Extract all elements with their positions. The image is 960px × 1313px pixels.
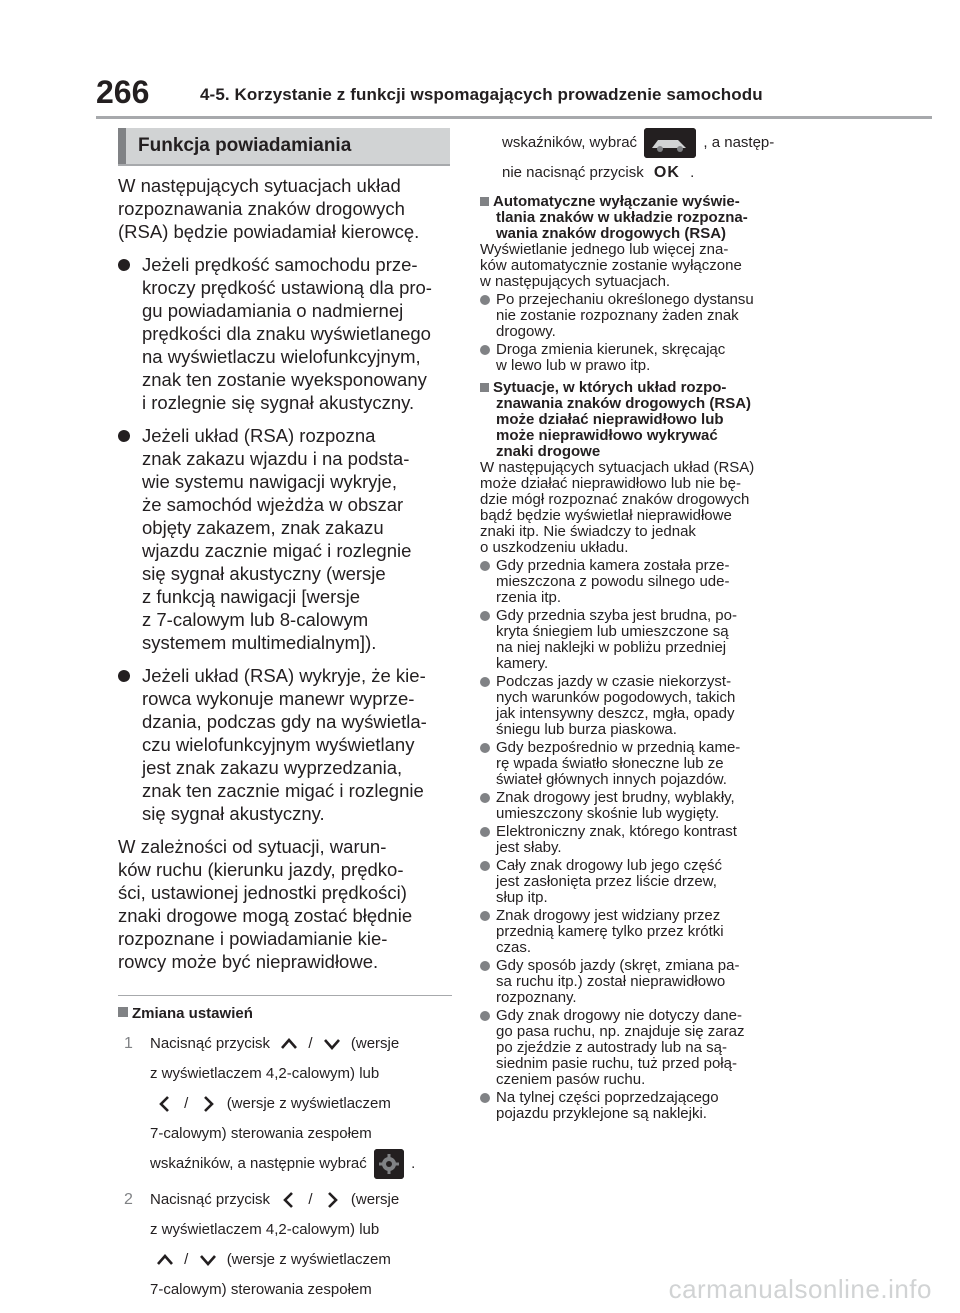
- text-line: objęty zakazem, znak zakazu: [142, 517, 384, 538]
- text-line: z funkcją nawigacji [wersje: [142, 586, 360, 607]
- heading-line: Sytuacje, w których układ rozpo-: [493, 379, 727, 397]
- step-text: (wersje: [350, 1191, 400, 1209]
- list-item: [480, 740, 810, 788]
- auto-off-text: [480, 242, 810, 290]
- text-line: systemem multimedialnym]).: [142, 632, 377, 653]
- text-line: ków ruchu (kierunku jazdy, prędko-: [118, 859, 404, 880]
- text-line: Gdy sposób jazdy (skręt, zmiana pa-: [496, 957, 740, 975]
- text-line: kroczy prędkość ustawioną dla pro-: [142, 277, 432, 298]
- step-1: [118, 1029, 454, 1179]
- step-text: .: [411, 1155, 416, 1172]
- text-line: W zależności od sytuacji, warun-: [118, 836, 387, 857]
- bullet-dot-icon: [480, 743, 490, 753]
- text-line: W następujących sytuacjach układ: [118, 175, 401, 196]
- text-line: jak intensywny deszcz, mgła, opady: [496, 705, 735, 723]
- text-line: Cały znak drogowy lub jego część: [496, 857, 722, 875]
- text-line: rowca wykonuje manewr wyprze-: [142, 688, 415, 709]
- text-line: że samochód wjeżdża w obszar: [142, 494, 404, 515]
- right-column: [480, 128, 810, 1122]
- bullet-dot-icon: [118, 430, 130, 442]
- heading-line: wania znaków drogowych (RSA): [496, 225, 727, 243]
- step-slash: /: [184, 1095, 189, 1112]
- chevron-left-icon: [280, 1191, 298, 1209]
- step-text: Nacisnąć przycisk: [150, 1035, 271, 1052]
- text-line: słup itp.: [496, 889, 548, 907]
- text-line: sa ruchu itp.) został nieprawidłowo: [496, 973, 726, 991]
- section-title: Funkcja powiadamiania: [118, 128, 450, 164]
- heading-line: może działać nieprawidłowo lub: [496, 411, 724, 429]
- page-number: 266: [96, 74, 150, 110]
- text-line: Na tylnej części poprzedzającego: [496, 1089, 719, 1107]
- text-line: Jeżeli układ (RSA) rozpozna: [142, 425, 376, 446]
- text-line: śniegu lub burza piaskowa.: [496, 721, 677, 739]
- text-line: znak zakazu wjazdu i na podsta-: [142, 448, 410, 469]
- text-line: czeniem pasów ruchu.: [496, 1071, 646, 1089]
- left-column: [118, 128, 454, 1305]
- square-bullet-icon: [118, 1007, 128, 1017]
- text-line: po zjeździe z autostrady lub na są-: [496, 1039, 727, 1057]
- text-line: nie zostanie rozpoznany żaden znak: [496, 307, 739, 325]
- chevron-down-icon: [199, 1251, 217, 1269]
- step-text: 7-calowym) sterowania zespołem: [150, 1125, 372, 1142]
- heading-line: znawania znaków drogowych (RSA): [496, 395, 752, 413]
- text-line: na wyświetlaczu wielofunkcyjnym,: [142, 346, 421, 367]
- ok-button-icon: OK: [653, 164, 680, 182]
- bullet-dot-icon: [480, 861, 490, 871]
- text-line: znak ten zostanie wyeksponowany: [142, 369, 427, 390]
- step-slash: /: [308, 1035, 313, 1052]
- bullet-dot-icon: [480, 793, 490, 803]
- text-line: bądź będzie wyświetlał nieprawidłowe: [480, 507, 732, 525]
- text-line: na niej naklejki w pobliżu przedniej: [496, 639, 727, 657]
- text-line: o uszkodzeniu układu.: [480, 539, 629, 557]
- closing-paragraph: [118, 835, 454, 973]
- step-number: 2: [124, 1191, 133, 1209]
- text-line: rozpoznany.: [496, 989, 577, 1007]
- text-line: Wyświetlanie jednego lub więcej zna-: [480, 241, 729, 259]
- text-line: umieszczony skośnie lub wygięty.: [496, 805, 720, 823]
- list-item: [480, 824, 810, 856]
- text-line: w lewo lub w prawo itp.: [496, 357, 651, 375]
- chevron-up-icon: [156, 1251, 174, 1269]
- step-text: nie nacisnąć przycisk: [502, 164, 644, 182]
- section-divider: [118, 164, 450, 166]
- list-item: [480, 674, 810, 738]
- text-line: Gdy przednia szyba jest brudna, po-: [496, 607, 737, 625]
- step-text: wskaźników, a następnie wybrać: [150, 1155, 367, 1172]
- settings-heading-label: Zmiana ustawień: [132, 1005, 253, 1022]
- page-header: [96, 74, 932, 118]
- bullet-dot-icon: [480, 911, 490, 921]
- bullet-dot-icon: [480, 1011, 490, 1021]
- text-line: Droga zmienia kierunek, skręcając: [496, 341, 726, 359]
- step-text: (wersje z wyświetlaczem: [226, 1251, 391, 1269]
- bullet-dot-icon: [480, 827, 490, 837]
- list-item: [480, 1008, 810, 1088]
- square-bullet-icon: [480, 197, 489, 206]
- text-line: rę wpada światło słoneczne lub ze: [496, 755, 724, 773]
- vehicle-settings-icon: [644, 128, 696, 158]
- text-line: W następujących sytuacjach układ (RSA): [480, 459, 755, 477]
- settings-divider: [118, 995, 452, 996]
- text-line: ków automatycznie zostanie wyłączone: [480, 257, 742, 275]
- header-divider: [96, 116, 932, 119]
- list-item: [480, 908, 810, 956]
- step-text: Nacisnąć przycisk: [150, 1191, 271, 1209]
- bullet-dot-icon: [480, 1093, 490, 1103]
- text-line: przednią kamerę tylko przez krótki: [496, 923, 724, 941]
- text-line: znaki drogowe mogą zostać błędnie: [118, 905, 413, 926]
- text-line: prędkości dla znaku wyświetlanego: [142, 323, 431, 344]
- bullet-dot-icon: [118, 670, 130, 682]
- settings-gear-icon: [374, 1149, 404, 1179]
- text-line: wie systemu nawigacji wykryje,: [142, 471, 397, 492]
- text-line: rzenia itp.: [496, 589, 562, 607]
- text-line: w następujących sytuacjach.: [480, 273, 671, 291]
- text-line: i rozlegnie się sygnał akustyczny.: [142, 392, 415, 413]
- text-line: Po przejechaniu określonego dystansu: [496, 291, 754, 309]
- text-line: Jeżeli prędkość samochodu prze-: [142, 254, 418, 275]
- chevron-down-icon: [323, 1035, 341, 1053]
- chevron-left-icon: [156, 1095, 174, 1113]
- step-continuation: [480, 158, 810, 188]
- list-item: [480, 958, 810, 1006]
- square-bullet-icon: [480, 383, 489, 392]
- malfunction-heading: [480, 380, 810, 460]
- bullet-dot-icon: [480, 611, 490, 621]
- watermark: carmanualsonline.info: [668, 1274, 932, 1304]
- text-line: (RSA) będzie powiadamiał kierowcę.: [118, 221, 420, 242]
- heading-line: może nieprawidłowo wykrywać: [496, 427, 718, 445]
- chevron-right-icon: [199, 1095, 217, 1113]
- step-text: (wersje z wyświetlaczem: [226, 1095, 391, 1112]
- text-line: wjazdu zacznie migać i rozlegnie: [142, 540, 412, 561]
- text-line: gu powiadamiania o nadmiernej: [142, 300, 404, 321]
- list-item: [480, 790, 810, 822]
- step-text: z wyświetlaczem 4,2-calowym) lub: [150, 1221, 380, 1239]
- heading-line: tlania znaków w układzie rozpozna-: [496, 209, 748, 227]
- text-line: się sygnał akustyczny.: [142, 803, 325, 824]
- step-text: wskaźników, wybrać: [502, 134, 638, 151]
- list-item: [480, 558, 810, 606]
- step-slash: /: [184, 1251, 189, 1269]
- list-item: [480, 858, 810, 906]
- bullet-dot-icon: [480, 295, 490, 305]
- bullet-dot-icon: [480, 561, 490, 571]
- malfunction-text: [480, 460, 810, 556]
- text-line: Znak drogowy jest brudny, wyblakły,: [496, 789, 735, 807]
- text-line: Jeżeli układ (RSA) wykryje, że kie-: [142, 665, 426, 686]
- text-line: Gdy znak drogowy nie dotyczy dane-: [496, 1007, 742, 1025]
- text-line: rozpoznawania znaków drogowych: [118, 198, 405, 219]
- bullet-dot-icon: [480, 677, 490, 687]
- bullet-dot-icon: [480, 961, 490, 971]
- step-2: [118, 1185, 454, 1305]
- text-line: kryta śniegiem lub umieszczone są: [496, 623, 729, 641]
- bullet-item: [118, 664, 454, 825]
- text-line: może działać nieprawidłowo lub nie bę-: [480, 475, 741, 493]
- intro-paragraph: [118, 174, 454, 243]
- heading-line: Automatyczne wyłączanie wyświe-: [493, 193, 740, 211]
- heading-line: znaki drogowe: [496, 443, 601, 461]
- text-line: dzania, podczas gdy na wyświetla-: [142, 711, 427, 732]
- list-item: [480, 1090, 810, 1122]
- step-text: (wersje: [350, 1035, 400, 1052]
- text-line: nych warunków pogodowych, takich: [496, 689, 736, 707]
- text-line: ści, ustawionej jednostki prędkości): [118, 882, 407, 903]
- list-item: [480, 608, 810, 672]
- chapter-title: 4-5. Korzystanie z funkcji wspomagających prowadzenie samochodu: [200, 85, 763, 104]
- text-line: Elektroniczny znak, którego kontrast: [496, 823, 737, 841]
- bullet-dot-icon: [480, 345, 490, 355]
- text-line: jest znak zakazu wyprzedzania,: [142, 757, 403, 778]
- text-line: Znak drogowy jest widziany przez: [496, 907, 721, 925]
- step-text: 7-calowym) sterowania zespołem: [150, 1281, 372, 1299]
- settings-heading: [118, 1004, 454, 1023]
- chevron-right-icon: [323, 1191, 341, 1209]
- step-text: , a następ-: [703, 134, 775, 151]
- text-line: jest słaby.: [496, 839, 562, 857]
- text-line: się sygnał akustyczny (wersje: [142, 563, 386, 584]
- text-line: rowcy może być nieprawidłowe.: [118, 951, 379, 972]
- auto-off-heading: [480, 194, 810, 242]
- text-line: świateł głównych innych pojazdów.: [496, 771, 727, 789]
- list-item: [480, 342, 810, 374]
- step-slash: /: [308, 1191, 313, 1209]
- text-line: Gdy bezpośrednio w przednią kame-: [496, 739, 741, 757]
- text-line: jest zasłonięta przez liście drzew,: [496, 873, 717, 891]
- step-number: 1: [124, 1035, 133, 1052]
- text-line: Podczas jazdy w czasie niekorzyst-: [496, 673, 732, 691]
- list-item: [480, 292, 810, 340]
- text-line: pojazdu przyklejone są naklejki.: [496, 1105, 707, 1123]
- chevron-up-icon: [280, 1035, 298, 1053]
- bullet-item: [118, 424, 454, 654]
- text-line: go pasa ruchu, np. znajduje się zaraz: [496, 1023, 745, 1041]
- text-line: kamery.: [496, 655, 549, 673]
- text-line: drogowy.: [496, 323, 556, 341]
- text-line: czu wielofunkcyjnym wyświetlany: [142, 734, 415, 755]
- step-continuation: [480, 128, 810, 158]
- text-line: rozpoznane i powiadamianie kie-: [118, 928, 388, 949]
- text-line: czas.: [496, 939, 532, 957]
- text-line: znaki itp. Nie świadczy to jednak: [480, 523, 696, 541]
- bullet-item: [118, 253, 454, 414]
- text-line: dzie mógł rozpoznać znaków drogowych: [480, 491, 750, 509]
- step-text: .: [690, 164, 695, 182]
- text-line: siednim pasie ruchu, tuż przed połą-: [496, 1055, 737, 1073]
- text-line: z 7-calowym lub 8-calowym: [142, 609, 369, 630]
- text-line: mieszczona z powodu silnego ude-: [496, 573, 730, 591]
- step-text: z wyświetlaczem 4,2-calowym) lub: [150, 1065, 380, 1082]
- text-line: Gdy przednia kamera została prze-: [496, 557, 730, 575]
- bullet-dot-icon: [118, 259, 130, 271]
- text-line: znak ten zacznie migać i rozlegnie: [142, 780, 424, 801]
